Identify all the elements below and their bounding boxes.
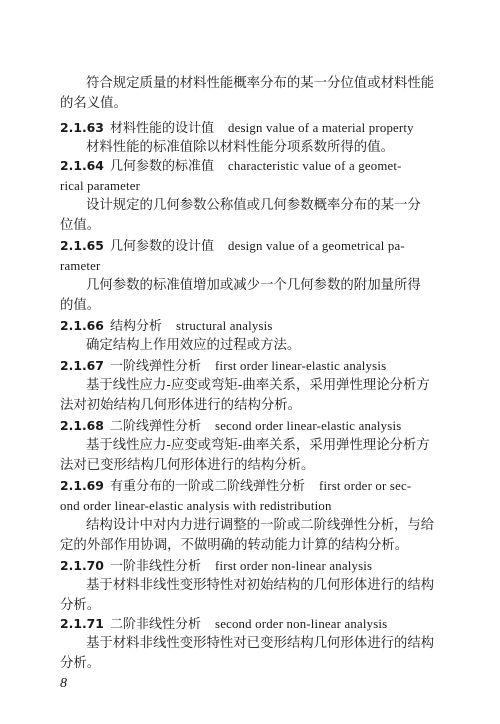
page-number: 8	[60, 676, 67, 691]
entry-description-line: 设计规定的几何参数公称值或几何参数概率分布的某一分	[86, 198, 421, 213]
entry-description-line: 位值。	[60, 218, 101, 233]
entry-english-term: structural analysis	[176, 319, 273, 333]
entry-english-term: design value of a geometrical pa-	[228, 239, 405, 253]
entry-term: 一阶线弹性分析	[110, 359, 202, 374]
entry-number: 2.1.70	[60, 558, 104, 573]
entry-number: 2.1.65	[60, 238, 104, 253]
entry-description-line: 基于材料非线性变形特性对初始结构的几何形体进行的结构	[86, 578, 435, 593]
entry-description-line: 分析。	[60, 656, 101, 671]
entry-heading	[60, 416, 445, 436]
entry-number: 2.1.63	[60, 120, 104, 135]
entry-2-1-65	[60, 236, 445, 316]
entry-2-1-69	[60, 476, 445, 556]
entry-2-1-67	[60, 356, 445, 416]
entry-english-term-continued: ond order linear-elastic analysis with redistribution	[60, 499, 332, 513]
entry-number: 2.1.69	[60, 478, 104, 493]
entry-term: 材料性能的设计值	[110, 121, 215, 136]
entry-2-1-71	[60, 614, 445, 674]
entry-term: 有重分布的一阶或二阶线弹性分析	[110, 479, 306, 494]
entry-heading	[60, 118, 445, 138]
entry-english-term-continued: rameter	[60, 259, 101, 273]
entry-english-term: characteristic value of a geomet-	[228, 159, 402, 173]
entry-description-line: 确定结构上作用效应的过程或方法。	[86, 338, 301, 353]
entry-term: 结构分析	[110, 319, 163, 334]
entry-english-term: design value of a material property	[228, 121, 414, 135]
entry-2-1-70	[60, 556, 445, 616]
entry-term: 几何参数的设计值	[110, 239, 215, 254]
entry-english-term-continued: rical parameter	[60, 179, 141, 193]
intro-line-2: 的名义值。	[60, 96, 127, 111]
entry-number: 2.1.71	[60, 616, 104, 631]
entry-english-term: first order or sec-	[319, 479, 412, 493]
intro-line-1: 符合规定质量的材料性能概率分布的某一分位值或材料性能	[86, 76, 435, 91]
entry-description-line: 的值。	[60, 298, 101, 313]
entry-2-1-68	[60, 416, 445, 476]
entry-heading	[60, 476, 445, 496]
entry-number: 2.1.66	[60, 318, 104, 333]
entry-term: 几何参数的标准值	[110, 159, 215, 174]
entry-term: 二阶非线性分析	[110, 617, 202, 632]
entry-english-term: second order non-linear analysis	[215, 617, 388, 631]
entry-description-line: 材料性能的标准值除以材料性能分项系数所得的值。	[86, 140, 394, 155]
entry-number: 2.1.67	[60, 358, 104, 373]
entry-heading	[60, 356, 445, 376]
entry-description-line: 法对初始结构几何形体进行的结构分析。	[60, 398, 302, 413]
entry-2-1-66	[60, 316, 445, 356]
entry-description-line: 法对已变形结构几何形体进行的结构分析。	[60, 458, 315, 473]
entry-heading	[60, 236, 445, 256]
entry-term: 一阶非线性分析	[110, 559, 202, 574]
intro-paragraph	[60, 74, 445, 114]
entry-number: 2.1.68	[60, 418, 104, 433]
entry-heading	[60, 156, 445, 176]
entry-heading	[60, 556, 445, 576]
entry-term: 二阶线弹性分析	[110, 419, 202, 434]
entry-heading	[60, 316, 445, 336]
entry-english-term: second order linear-elastic analysis	[215, 419, 402, 433]
entry-description-line: 分析。	[60, 598, 101, 613]
entry-english-term: first order non-linear analysis	[215, 559, 373, 573]
entry-english-term: first order linear-elastic analysis	[215, 359, 387, 373]
entry-description-line: 基于线性应力-应变或弯矩-曲率关系，采用弹性理论分析方	[86, 438, 430, 453]
entry-description-line: 定的外部作用协调，不做明确的转动能力计算的结构分析。	[60, 538, 409, 553]
entry-heading	[60, 614, 445, 634]
entry-number: 2.1.64	[60, 158, 104, 173]
entry-description-line: 几何参数的标准值增加或减少一个几何参数的附加量所得	[86, 278, 421, 293]
entry-description-line: 基于材料非线性变形特性对已变形结构几何形体进行的结构	[86, 636, 435, 651]
entry-2-1-63	[60, 118, 445, 158]
entry-description-line: 结构设计中对内力进行调整的一阶或二阶线弹性分析，与给	[86, 518, 435, 533]
entry-2-1-64	[60, 156, 445, 236]
entry-description-line: 基于线性应力-应变或弯矩-曲率关系，采用弹性理论分析方	[86, 378, 430, 393]
